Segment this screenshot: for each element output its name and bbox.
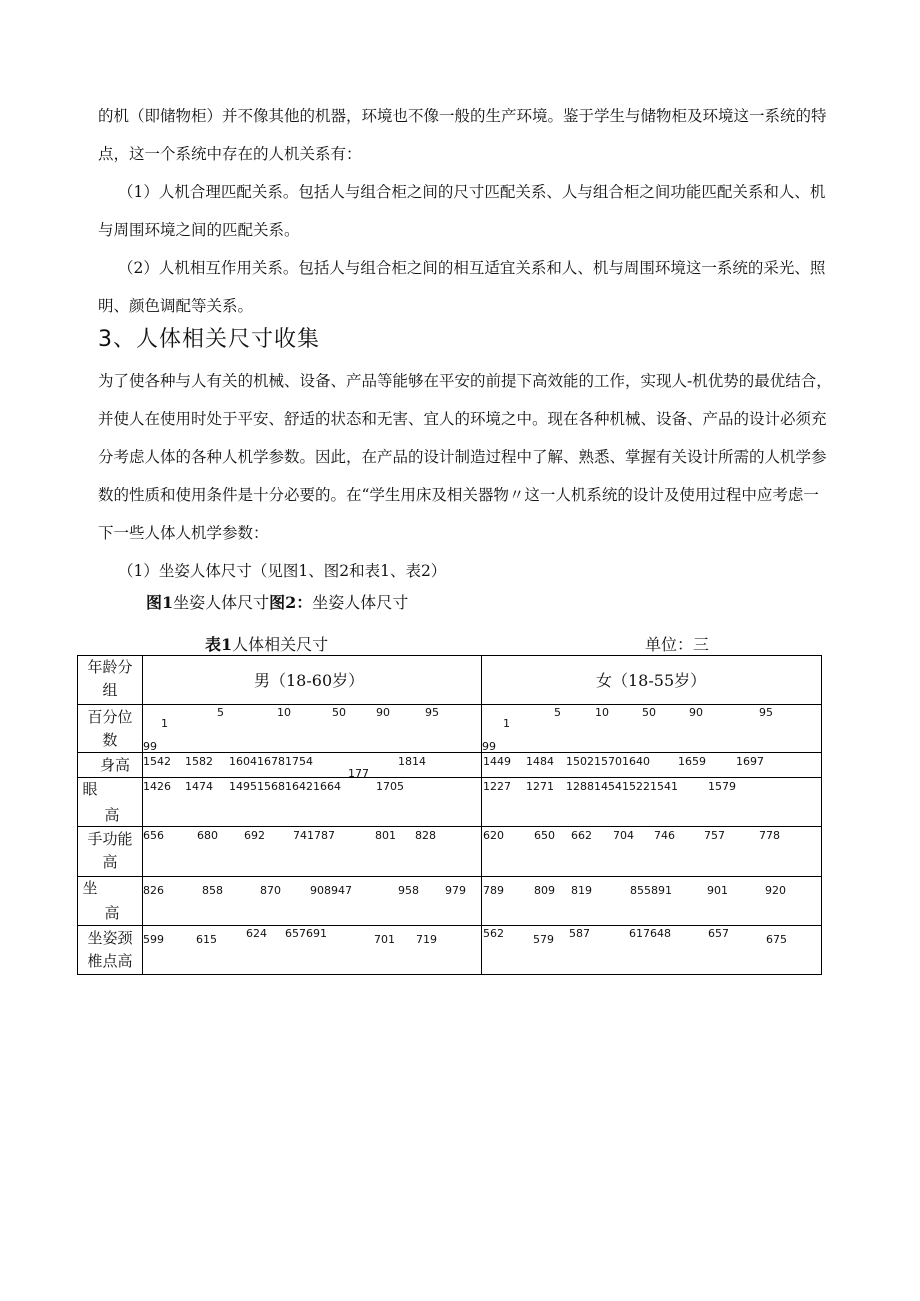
table-number: 表1 bbox=[205, 635, 233, 654]
label-line: 年龄分 bbox=[87, 658, 133, 676]
male-neck-height: 719 bbox=[416, 933, 437, 946]
section-heading: 3、人体相关尺寸收集 bbox=[98, 327, 320, 352]
fig1-text: 坐姿人体尺寸 bbox=[173, 593, 270, 612]
column-divider bbox=[142, 656, 143, 974]
female-height: 1449 bbox=[483, 755, 511, 768]
female-percentile: 99 bbox=[482, 740, 496, 753]
female-neck-height: 675 bbox=[766, 933, 787, 946]
female-height: 1697 bbox=[736, 755, 764, 768]
male-sitting-height: 958 bbox=[398, 884, 419, 897]
label-line: 高 bbox=[102, 853, 118, 871]
male-height: 177 bbox=[348, 767, 369, 780]
female-eye-height: 1579 bbox=[708, 780, 736, 793]
table-unit: 单位：三 bbox=[645, 635, 710, 654]
female-eye-height: 1271 bbox=[526, 780, 554, 793]
female-percentile: 90 bbox=[689, 706, 703, 719]
male-hand-height: 656 bbox=[143, 829, 164, 842]
male-eye-height: 1474 bbox=[185, 780, 213, 793]
female-eye-height: 1227 bbox=[483, 780, 511, 793]
label-line: 坐姿颈 bbox=[87, 929, 133, 947]
male-sitting-height: 858 bbox=[202, 884, 223, 897]
male-percentile: 90 bbox=[376, 706, 390, 719]
male-neck-height: 615 bbox=[196, 933, 217, 946]
female-hand-height: 746 bbox=[654, 829, 675, 842]
male-group-header: 男（18-60岁） bbox=[254, 671, 365, 690]
male-height: 160416781754 bbox=[229, 755, 313, 768]
row-divider bbox=[78, 777, 821, 778]
male-sitting-height: 870 bbox=[260, 884, 281, 897]
label-line: 数 bbox=[102, 731, 118, 749]
male-sitting-height: 979 bbox=[445, 884, 466, 897]
male-eye-height: 1705 bbox=[376, 780, 404, 793]
male-height: 1582 bbox=[185, 755, 213, 768]
male-hand-height: 680 bbox=[197, 829, 218, 842]
label-age-group bbox=[78, 656, 142, 702]
female-hand-height: 778 bbox=[759, 829, 780, 842]
male-hand-height: 801 bbox=[375, 829, 396, 842]
male-height: 1814 bbox=[398, 755, 426, 768]
label-neck-height bbox=[78, 927, 142, 973]
label-percentile bbox=[78, 706, 142, 752]
male-percentile: 1 bbox=[161, 717, 168, 730]
male-eye-height: 1495156816421664 bbox=[229, 780, 341, 793]
male-height: 1542 bbox=[143, 755, 171, 768]
fig2-text: 坐姿人体尺寸 bbox=[312, 593, 409, 612]
female-percentile: 10 bbox=[595, 706, 609, 719]
label-line: 手功能 bbox=[87, 830, 133, 848]
male-percentile: 95 bbox=[425, 706, 439, 719]
female-percentile: 5 bbox=[554, 706, 561, 719]
male-percentile: 99 bbox=[143, 740, 157, 753]
male-sitting-height: 908947 bbox=[310, 884, 352, 897]
list-item-sitting: （1）坐姿人体尺寸（见图1、图2和表1、表2） bbox=[118, 562, 447, 580]
figure-caption bbox=[146, 590, 408, 613]
fig1-label: 图1 bbox=[146, 593, 174, 612]
male-hand-height: 692 bbox=[244, 829, 265, 842]
female-percentile: 1 bbox=[503, 717, 510, 730]
female-hand-height: 704 bbox=[613, 829, 634, 842]
male-hand-height: 741787 bbox=[293, 829, 335, 842]
intro-paragraph: 的机（即储物柜）并不像其他的机器，环境也不像一般的生产环境。鉴于学生与储物柜及环境这一系统的特点，这一个系统中存在的人机关系有： bbox=[98, 107, 827, 163]
female-neck-height: 657 bbox=[708, 927, 729, 940]
female-sitting-height: 819 bbox=[571, 884, 592, 897]
male-percentile: 10 bbox=[277, 706, 291, 719]
male-neck-height: 657691 bbox=[285, 927, 327, 940]
male-neck-height: 701 bbox=[374, 933, 395, 946]
label-line: 眼 bbox=[82, 780, 98, 798]
female-percentile: 50 bbox=[642, 706, 656, 719]
table-title bbox=[205, 632, 328, 655]
female-neck-height: 562 bbox=[483, 927, 504, 940]
fig2-label: 图2： bbox=[269, 593, 313, 612]
label-eye-height-2: 高 bbox=[104, 806, 120, 824]
female-group-header: 女（18-55岁） bbox=[596, 671, 707, 690]
male-sitting-height: 826 bbox=[143, 884, 164, 897]
male-neck-height: 624 bbox=[246, 927, 267, 940]
row-divider bbox=[78, 752, 821, 753]
body-size-table bbox=[77, 655, 822, 975]
row-divider bbox=[78, 925, 821, 926]
row-divider bbox=[78, 826, 821, 827]
female-neck-height: 587 bbox=[569, 927, 590, 940]
label-hand-height bbox=[78, 828, 142, 874]
male-percentile: 50 bbox=[332, 706, 346, 719]
label-line: 百分位 bbox=[87, 708, 133, 726]
female-sitting-height: 920 bbox=[765, 884, 786, 897]
female-neck-height: 617648 bbox=[629, 927, 671, 940]
male-neck-height: 599 bbox=[143, 933, 164, 946]
label-sitting-height: 坐 bbox=[82, 879, 98, 897]
row-divider bbox=[78, 704, 821, 705]
female-eye-height: 1288145415221541 bbox=[566, 780, 678, 793]
label-line: 椎点高 bbox=[87, 952, 133, 970]
body-paragraph: 为了使各种与人有关的机械、设备、产品等能够在平安的前提下高效能的工作，实现人-机优势的最优结合，并使人在使用时处于平安、舒适的状态和无害、宜人的环境之中。现在各种机械、设备、产品的设计必须充分考虑人体的各种人机学参数。因此，在产品的设计制造过程中了解、熟悉、掌握有关设计所需的人机学参数的性质和使用条件是十分必要的。在“学生用床及相关器物〃这一人机系统的设计及使用过程中应考虑一下一些人体人机学参数： bbox=[98, 372, 832, 542]
male-hand-height: 828 bbox=[415, 829, 436, 842]
row-divider bbox=[78, 876, 821, 877]
female-sitting-height: 809 bbox=[534, 884, 555, 897]
female-hand-height: 757 bbox=[704, 829, 725, 842]
female-neck-height: 579 bbox=[533, 933, 554, 946]
label-sitting-height-2: 高 bbox=[104, 904, 120, 922]
female-hand-height: 662 bbox=[571, 829, 592, 842]
relation-item-2: （2）人机相互作用关系。包括人与组合柜之间的相互适宜关系和人、机与周围环境这一系统的采光、照明、颜色调配等关系。 bbox=[98, 259, 826, 315]
female-height: 1484 bbox=[526, 755, 554, 768]
male-percentile: 5 bbox=[217, 706, 224, 719]
female-hand-height: 650 bbox=[534, 829, 555, 842]
male-eye-height: 1426 bbox=[143, 780, 171, 793]
label-height: 身高 bbox=[99, 756, 130, 774]
label-line: 组 bbox=[102, 681, 118, 699]
female-height: 1659 bbox=[678, 755, 706, 768]
female-height: 150215701640 bbox=[566, 755, 650, 768]
label-eye-height bbox=[78, 778, 102, 801]
female-sitting-height: 855891 bbox=[630, 884, 672, 897]
table-title-text: 人体相关尺寸 bbox=[232, 635, 329, 654]
female-sitting-height: 901 bbox=[707, 884, 728, 897]
female-sitting-height: 789 bbox=[483, 884, 504, 897]
female-hand-height: 620 bbox=[483, 829, 504, 842]
relation-item-1: （1）人机合理匹配关系。包括人与组合柜之间的尺寸匹配关系、人与组合柜之间功能匹配关系和人、机与周围环境之间的匹配关系。 bbox=[98, 183, 826, 239]
female-percentile: 95 bbox=[759, 706, 773, 719]
column-divider bbox=[481, 656, 482, 974]
